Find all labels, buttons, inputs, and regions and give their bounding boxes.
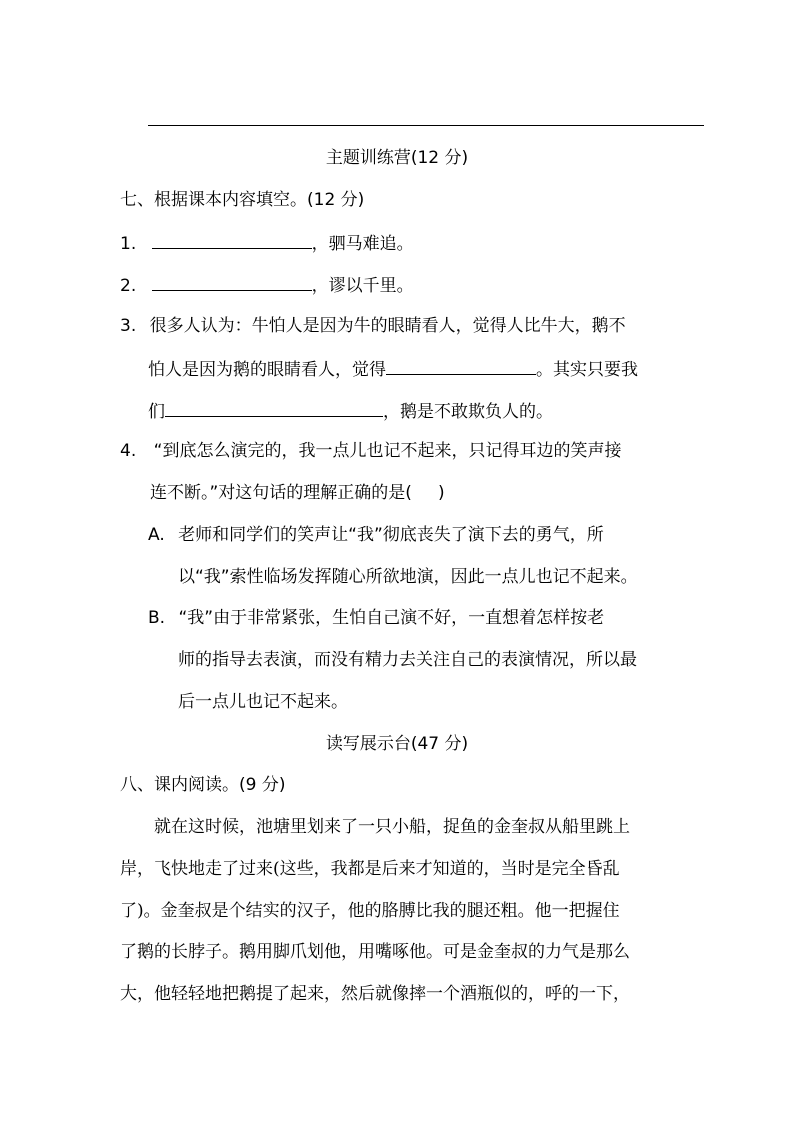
- option-label: B.: [148, 608, 166, 628]
- option-text: 以“我”索性临场发挥随心所欲地演，因此一点儿也记不起来。: [178, 567, 638, 587]
- item-number: 2.: [120, 276, 137, 296]
- item-text: 连不断。”对这句话的理解正确的是(: [150, 483, 412, 503]
- option-b-line-2: [178, 648, 637, 672]
- item-text: ，谬以千里。: [311, 276, 414, 296]
- q7-item-3-line-2: [148, 356, 638, 382]
- q7-heading: 七、根据课本内容填空。(12 分): [120, 190, 365, 210]
- passage-line: 就在这时候，池塘里划来了一只小船，捉鱼的金奎叔从船里跳上: [154, 817, 630, 837]
- q7-item-3-line-1: [120, 314, 626, 338]
- fill-blank[interactable]: [152, 272, 312, 291]
- option-a-line-1[interactable]: [148, 523, 604, 547]
- section-title-theme-camp: 主题训练营(12 分): [325, 148, 469, 168]
- passage-line: 岸，飞快地走了过来(这些，我都是后来才知道的，当时是完全昏乱: [120, 859, 620, 879]
- item-text: 很多人认为：牛怕人是因为牛的眼睛看人，觉得人比牛大，鹅不: [149, 316, 626, 336]
- item-text: 怕人是因为鹅的眼睛看人，觉得: [148, 360, 386, 380]
- q7-item-1: [120, 230, 414, 256]
- item-text: ，驷马难追。: [311, 234, 414, 254]
- item-number: 3.: [120, 316, 137, 336]
- q7-item-3-line-3: [148, 398, 553, 424]
- fill-blank[interactable]: [165, 398, 383, 417]
- fill-blank[interactable]: [386, 356, 536, 375]
- header-rule: [148, 125, 704, 126]
- passage-line: 大，他轻轻地把鹅提了起来，然后就像摔一个酒瓶似的，呼的一下，: [120, 984, 630, 1004]
- item-text: 们: [148, 402, 165, 422]
- section-title-reading-writing: 读写展示台(47 分): [325, 734, 469, 754]
- option-text: “我”由于非常紧张，生怕自己演不好，一直想着怎样按老: [178, 608, 605, 628]
- item-number: 1.: [120, 234, 137, 254]
- item-text: ，鹅是不敢欺负人的。: [383, 402, 553, 422]
- item-number: 4.: [120, 441, 137, 461]
- item-text: ): [437, 483, 445, 503]
- passage-line: 了鹅的长脖子。鹅用脚爪划他，用嘴啄他。可是金奎叔的力气是那么: [120, 942, 630, 962]
- q8-heading: 八、课内阅读。(9 分): [120, 775, 286, 795]
- q7-item-4-line-2: [150, 481, 445, 505]
- option-text: 后一点儿也记不起来。: [178, 692, 348, 712]
- option-text: 师的指导去表演，而没有精力去关注自己的表演情况，所以最: [178, 650, 637, 670]
- option-label: A.: [148, 525, 165, 545]
- q7-item-2: [120, 272, 414, 298]
- option-b-line-3: [178, 690, 348, 714]
- option-a-line-2: [178, 565, 638, 589]
- passage-line: 了)。金奎叔是个结实的汉子，他的胳膊比我的腿还粗。他一把握住: [120, 901, 620, 921]
- option-b-line-1[interactable]: [148, 606, 604, 630]
- item-text: 。其实只要我: [536, 360, 638, 380]
- option-text: 老师和同学们的笑声让“我”彻底丧失了演下去的勇气，所: [178, 525, 604, 545]
- item-text: “到底怎么演完的，我一点儿也记不起来，只记得耳边的笑声接: [153, 441, 622, 461]
- fill-blank[interactable]: [152, 230, 312, 249]
- q7-item-4-line-1: [120, 439, 621, 463]
